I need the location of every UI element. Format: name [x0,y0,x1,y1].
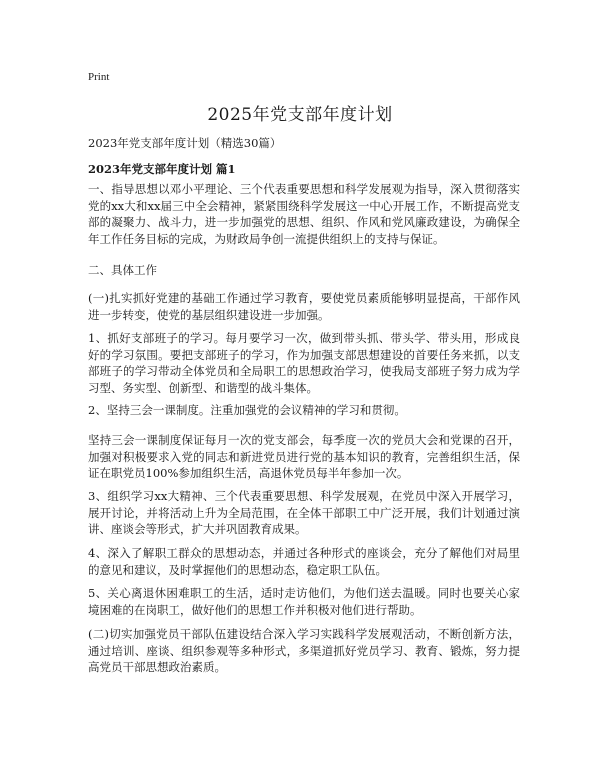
paragraph-study-spirit: 3、组织学习xx大精神、三个代表重要思想、科学发展观，在党员中深入开展学习，展开讨论，并将活动上升为全局范围，在全体干部职工中广泛开展，我们计划通过演讲、座谈会等形式，扩大并巩固教育成果。 [88,489,520,536]
paragraph-three-meetings: 2、坚持三会一课制度。注重加强党的会议精神的学习和贯彻。 [88,403,406,417]
paragraph-team-study: 1、抓好支部班子的学习。每月要学习一次，做到带头抓、带头学、带头用，形成良好的学习氛围。要把支部班子的学习，作为加强支部思想建设的首要任务来抓，以支部班子的学习带动全体党员和全局职工的思想政治学习，使我局支部班子努力成为学习型、务实型、创新型、和谐型的战斗集体。 [88,331,520,395]
page-title: 2025年党支部年度计划 [207,105,393,125]
paragraph-specific-work-heading: 二、具体工作 [88,263,157,277]
document-subtitle: 2023年党支部年度计划（精选30篇） [88,136,282,150]
paragraph-meeting-system: 坚持三会一课制度保证每月一次的党支部会，每季度一次的党员大会和党课的召开，加强对积极要求入党的同志和新进党员进行党的基本知识的教育，完善组织生活，保证在职党员100%参加组织生活，高退休党员每半年参加一次。 [88,433,520,480]
paragraph-cadre-team-building: (二)切实加强党员干部队伍建设结合深入学习实践科学发展观活动，不断创新方法，通过培训、座谈、组织参观等多种形式，多渠道抓好党员学习、教育、锻炼，努力提高党员干部思想政治素质。 [88,627,520,674]
paragraph-staff-dynamics: 4、深入了解职工群众的思想动态，并通过各种形式的座谈会，充分了解他们对局里的意见和建议，及时掌握他们的思想动态，稳定职工队伍。 [88,546,520,577]
paragraph-retired-staff-care: 5、关心离退休困难职工的生活，适时走访他们，为他们送去温暖。同时也要关心家境困难的在岗职工，做好他们的思想工作并积极对他们进行帮助。 [88,586,520,617]
paragraph-guiding-ideology: 一、指导思想以邓小平理论、三个代表重要思想和科学发展观为指导，深入贯彻落实党的xx大和xx届三中全会精神，紧紧围绕科学发展这一中心开展工作，不断提高党支部的凝聚力、战斗力，进一步加强党的思想、组织、作风和党风廉政建设，为确保全年工作任务目标的完成，为财政局争创一流提供组织上的支持与保证。 [88,182,520,246]
section-heading: 2023年党支部年度计划 篇1 [88,162,236,176]
paragraph-party-building-basics: (一)扎实抓好党建的基础工作通过学习教育，要使党员素质能够明显提高，干部作风进一步转变，使党的基层组织建设进一步加强。 [88,291,520,322]
print-link[interactable]: Print [88,71,110,83]
